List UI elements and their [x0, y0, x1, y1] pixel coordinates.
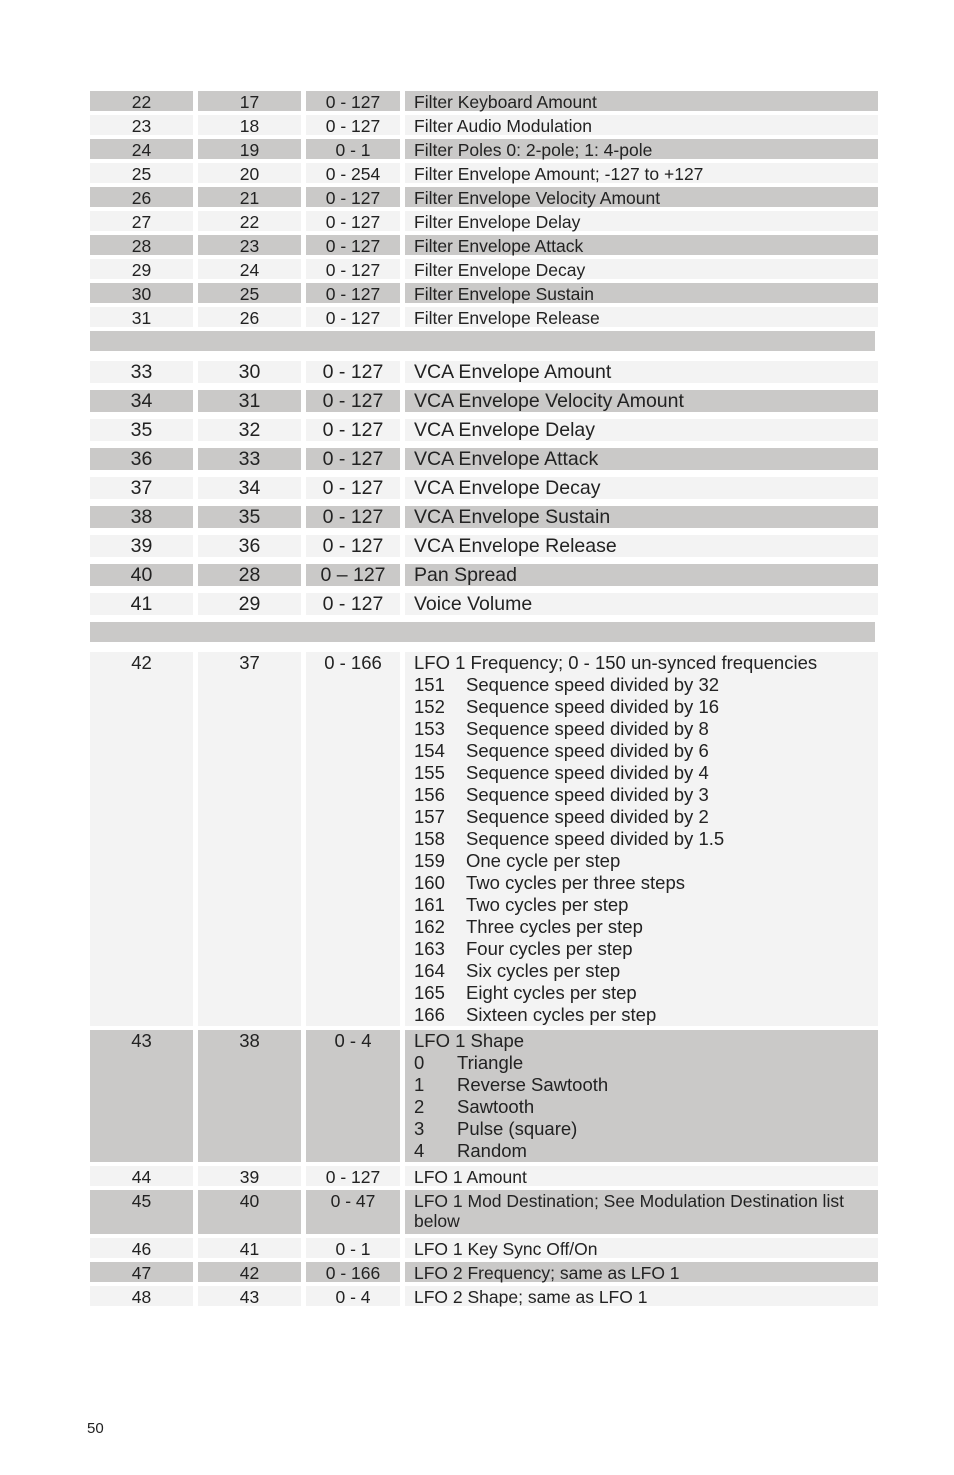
page-number: 50	[87, 1420, 104, 1437]
nrpn-number-cell: 28	[90, 235, 193, 255]
section-separator	[90, 331, 875, 351]
nrpn-number-cell: 24	[90, 139, 193, 159]
nrpn-number-cell: 48	[90, 1286, 193, 1306]
nrpn-number-cell: 39	[90, 535, 193, 557]
description-cell: Filter Envelope Velocity Amount	[405, 187, 878, 207]
list-item-label: Two cycles per step	[466, 894, 629, 915]
description-cell: Filter Envelope Sustain	[405, 283, 878, 303]
range-cell: 0 - 127	[306, 307, 400, 327]
range-cell: 0 - 127	[306, 419, 400, 441]
nrpn-number-cell: 37	[90, 477, 193, 499]
list-item-value: 152	[414, 696, 445, 717]
table-row	[90, 1286, 878, 1306]
description-cell: Filter Envelope Delay	[405, 211, 878, 231]
list-item	[414, 674, 878, 696]
nrpn-number-cell: 44	[90, 1166, 193, 1186]
cc-number-cell: 22	[198, 211, 301, 231]
list-item-label: Eight cycles per step	[466, 982, 637, 1003]
list-item	[414, 938, 878, 960]
cc-number-cell: 28	[198, 564, 301, 586]
cc-number-cell: 19	[198, 139, 301, 159]
list-item	[414, 850, 878, 872]
cc-number-cell: 20	[198, 163, 301, 183]
cc-number-cell: 29	[198, 593, 301, 615]
cc-number-cell: 40	[198, 1190, 301, 1234]
cc-number-cell: 43	[198, 1286, 301, 1306]
description-cell: VCA Envelope Decay	[405, 477, 878, 499]
range-cell: 0 - 127	[306, 535, 400, 557]
list-item	[414, 696, 878, 718]
description-cell	[405, 1030, 878, 1162]
list-item-value: 154	[414, 740, 445, 761]
table-row	[90, 139, 878, 159]
cc-number-cell: 31	[198, 390, 301, 412]
range-cell: 0 - 127	[306, 187, 400, 207]
value-list	[414, 674, 878, 1026]
range-cell: 0 – 127	[306, 564, 400, 586]
list-item-label: Sequence speed divided by 3	[466, 784, 709, 805]
range-cell: 0 - 127	[306, 211, 400, 231]
table-row	[90, 361, 878, 383]
range-cell: 0 - 1	[306, 1238, 400, 1258]
list-item-label: Triangle	[457, 1052, 524, 1073]
description-cell: VCA Envelope Velocity Amount	[405, 390, 878, 412]
list-item-value: 3	[414, 1118, 425, 1139]
table-row-lfo1-frequency	[90, 652, 878, 1026]
list-item-value: 1	[414, 1074, 425, 1095]
section-separator	[90, 622, 875, 642]
table-row	[90, 535, 878, 557]
list-item-value: 153	[414, 718, 445, 739]
cc-number-cell: 26	[198, 307, 301, 327]
table-row	[90, 187, 878, 207]
cc-number-cell: 38	[198, 1030, 301, 1162]
description-title: LFO 1 Shape	[414, 1030, 525, 1051]
cc-number-cell: 33	[198, 448, 301, 470]
cc-number-cell: 35	[198, 506, 301, 528]
range-cell: 0 - 127	[306, 506, 400, 528]
cc-number-cell: 37	[198, 652, 301, 1026]
list-item-label: Sequence speed divided by 4	[466, 762, 709, 783]
cc-number-cell: 34	[198, 477, 301, 499]
table-row	[90, 506, 878, 528]
nrpn-number-cell: 29	[90, 259, 193, 279]
range-cell: 0 - 127	[306, 283, 400, 303]
list-item-value: 156	[414, 784, 445, 805]
cc-number-cell: 32	[198, 419, 301, 441]
list-item	[414, 982, 878, 1004]
list-item	[414, 1096, 878, 1118]
description-cell: Filter Envelope Attack	[405, 235, 878, 255]
list-item-value: 0	[414, 1052, 425, 1073]
nrpn-number-cell: 25	[90, 163, 193, 183]
list-item-value: 159	[414, 850, 445, 871]
cc-number-cell: 36	[198, 535, 301, 557]
table-row	[90, 419, 878, 441]
description-cell: VCA Envelope Sustain	[405, 506, 878, 528]
list-item-label: Sequence speed divided by 2	[466, 806, 709, 827]
cc-number-cell: 39	[198, 1166, 301, 1186]
list-item-label: Six cycles per step	[466, 960, 621, 981]
list-item-value: 155	[414, 762, 445, 783]
list-item	[414, 1004, 878, 1026]
table-row	[90, 390, 878, 412]
list-item	[414, 1140, 878, 1162]
range-cell: 0 - 127	[306, 91, 400, 111]
range-cell: 0 - 127	[306, 235, 400, 255]
nrpn-number-cell: 33	[90, 361, 193, 383]
list-item	[414, 784, 878, 806]
nrpn-number-cell: 47	[90, 1262, 193, 1282]
list-item	[414, 828, 878, 850]
range-cell: 0 - 127	[306, 477, 400, 499]
range-cell: 0 - 127	[306, 593, 400, 615]
description-cell: LFO 1 Mod Destination; See Modulation Destination list below	[405, 1190, 878, 1234]
cc-number-cell: 42	[198, 1262, 301, 1282]
range-cell: 0 - 127	[306, 448, 400, 470]
table-row	[90, 283, 878, 303]
range-cell: 0 - 4	[306, 1286, 400, 1306]
list-item	[414, 872, 878, 894]
nrpn-number-cell: 27	[90, 211, 193, 231]
nrpn-number-cell: 34	[90, 390, 193, 412]
list-item	[414, 806, 878, 828]
nrpn-number-cell: 36	[90, 448, 193, 470]
list-item-label: Sequence speed divided by 32	[466, 674, 720, 695]
filter-parameter-rows	[90, 91, 878, 327]
cc-number-cell: 30	[198, 361, 301, 383]
list-item	[414, 1074, 878, 1096]
nrpn-number-cell: 46	[90, 1238, 193, 1258]
table-row	[90, 1190, 878, 1234]
table-row-lfo1-shape	[90, 1030, 878, 1162]
parameter-table	[90, 91, 878, 1310]
list-item-value: 162	[414, 916, 445, 937]
description-cell: VCA Envelope Amount	[405, 361, 878, 383]
list-item-label: Sixteen cycles per step	[466, 1004, 657, 1025]
list-item-label: Random	[457, 1140, 527, 1161]
cc-number-cell: 25	[198, 283, 301, 303]
range-cell: 0 - 47	[306, 1190, 400, 1234]
cc-number-cell: 23	[198, 235, 301, 255]
nrpn-number-cell: 26	[90, 187, 193, 207]
nrpn-number-cell: 22	[90, 91, 193, 111]
list-item-label: Two cycles per three steps	[466, 872, 686, 893]
description-cell: VCA Envelope Delay	[405, 419, 878, 441]
list-item-label: One cycle per step	[466, 850, 621, 871]
list-item-label: Sequence speed divided by 1.5	[466, 828, 725, 849]
list-item-value: 164	[414, 960, 445, 981]
list-item-label: Three cycles per step	[466, 916, 643, 937]
description-cell	[405, 652, 878, 1026]
description-cell: LFO 2 Frequency; same as LFO 1	[405, 1262, 878, 1282]
nrpn-number-cell: 41	[90, 593, 193, 615]
table-row	[90, 211, 878, 231]
list-item-label: Sequence speed divided by 6	[466, 740, 709, 761]
list-item	[414, 740, 878, 762]
cc-number-cell: 17	[198, 91, 301, 111]
table-row	[90, 115, 878, 135]
description-cell: Pan Spread	[405, 564, 878, 586]
table-row	[90, 91, 878, 111]
table-row	[90, 307, 878, 327]
list-item	[414, 718, 878, 740]
description-cell: Filter Envelope Release	[405, 307, 878, 327]
list-item-label: Sequence speed divided by 8	[466, 718, 709, 739]
list-item	[414, 894, 878, 916]
value-list	[414, 1052, 878, 1162]
range-cell: 0 - 1	[306, 139, 400, 159]
nrpn-number-cell: 43	[90, 1030, 193, 1162]
list-item	[414, 1118, 878, 1140]
vca-parameter-rows	[90, 361, 878, 615]
cc-number-cell: 41	[198, 1238, 301, 1258]
nrpn-number-cell: 40	[90, 564, 193, 586]
list-item-label: Four cycles per step	[466, 938, 633, 959]
range-cell: 0 - 4	[306, 1030, 400, 1162]
range-cell: 0 - 166	[306, 1262, 400, 1282]
description-cell: LFO 1 Amount	[405, 1166, 878, 1186]
description-cell: LFO 1 Key Sync Off/On	[405, 1238, 878, 1258]
list-item-value: 166	[414, 1004, 445, 1025]
nrpn-number-cell: 31	[90, 307, 193, 327]
nrpn-number-cell: 45	[90, 1190, 193, 1234]
list-item-value: 151	[414, 674, 445, 695]
range-cell: 0 - 127	[306, 1166, 400, 1186]
description-title: LFO 1 Frequency; 0 - 150 un-synced frequencies	[414, 652, 818, 673]
table-row	[90, 235, 878, 255]
list-item	[414, 916, 878, 938]
table-row	[90, 1262, 878, 1282]
list-item-value: 165	[414, 982, 445, 1003]
list-item-label: Reverse Sawtooth	[457, 1074, 609, 1095]
description-cell: VCA Envelope Attack	[405, 448, 878, 470]
description-cell: LFO 2 Shape; same as LFO 1	[405, 1286, 878, 1306]
description-cell: Filter Poles 0: 2-pole; 1: 4-pole	[405, 139, 878, 159]
description-cell: Voice Volume	[405, 593, 878, 615]
description-cell: Filter Envelope Amount; -127 to +127	[405, 163, 878, 183]
list-item	[414, 762, 878, 784]
list-item-value: 161	[414, 894, 445, 915]
nrpn-number-cell: 42	[90, 652, 193, 1026]
cc-number-cell: 24	[198, 259, 301, 279]
table-row	[90, 1238, 878, 1258]
list-item-value: 158	[414, 828, 445, 849]
table-row	[90, 163, 878, 183]
list-item-label: Sawtooth	[457, 1096, 535, 1117]
table-row	[90, 593, 878, 615]
range-cell: 0 - 127	[306, 115, 400, 135]
list-item	[414, 1052, 878, 1074]
table-row	[90, 1166, 878, 1186]
list-item-label: Pulse (square)	[457, 1118, 578, 1139]
table-row	[90, 259, 878, 279]
description-cell: Filter Envelope Decay	[405, 259, 878, 279]
cc-number-cell: 18	[198, 115, 301, 135]
list-item	[414, 960, 878, 982]
range-cell: 0 - 127	[306, 390, 400, 412]
table-row	[90, 564, 878, 586]
description-cell: VCA Envelope Release	[405, 535, 878, 557]
description-cell: Filter Keyboard Amount	[405, 91, 878, 111]
list-item-value: 163	[414, 938, 445, 959]
nrpn-number-cell: 38	[90, 506, 193, 528]
list-item-label: Sequence speed divided by 16	[466, 696, 720, 717]
range-cell: 0 - 127	[306, 259, 400, 279]
list-item-value: 4	[414, 1140, 425, 1161]
list-item-value: 2	[414, 1096, 425, 1117]
list-item-value: 160	[414, 872, 445, 893]
range-cell: 0 - 127	[306, 361, 400, 383]
lfo-parameter-rows	[90, 1166, 878, 1306]
nrpn-number-cell: 30	[90, 283, 193, 303]
cc-number-cell: 21	[198, 187, 301, 207]
range-cell: 0 - 254	[306, 163, 400, 183]
nrpn-number-cell: 35	[90, 419, 193, 441]
list-item-value: 157	[414, 806, 445, 827]
description-cell: Filter Audio Modulation	[405, 115, 878, 135]
table-row	[90, 448, 878, 470]
range-cell: 0 - 166	[306, 652, 400, 1026]
nrpn-number-cell: 23	[90, 115, 193, 135]
table-row	[90, 477, 878, 499]
